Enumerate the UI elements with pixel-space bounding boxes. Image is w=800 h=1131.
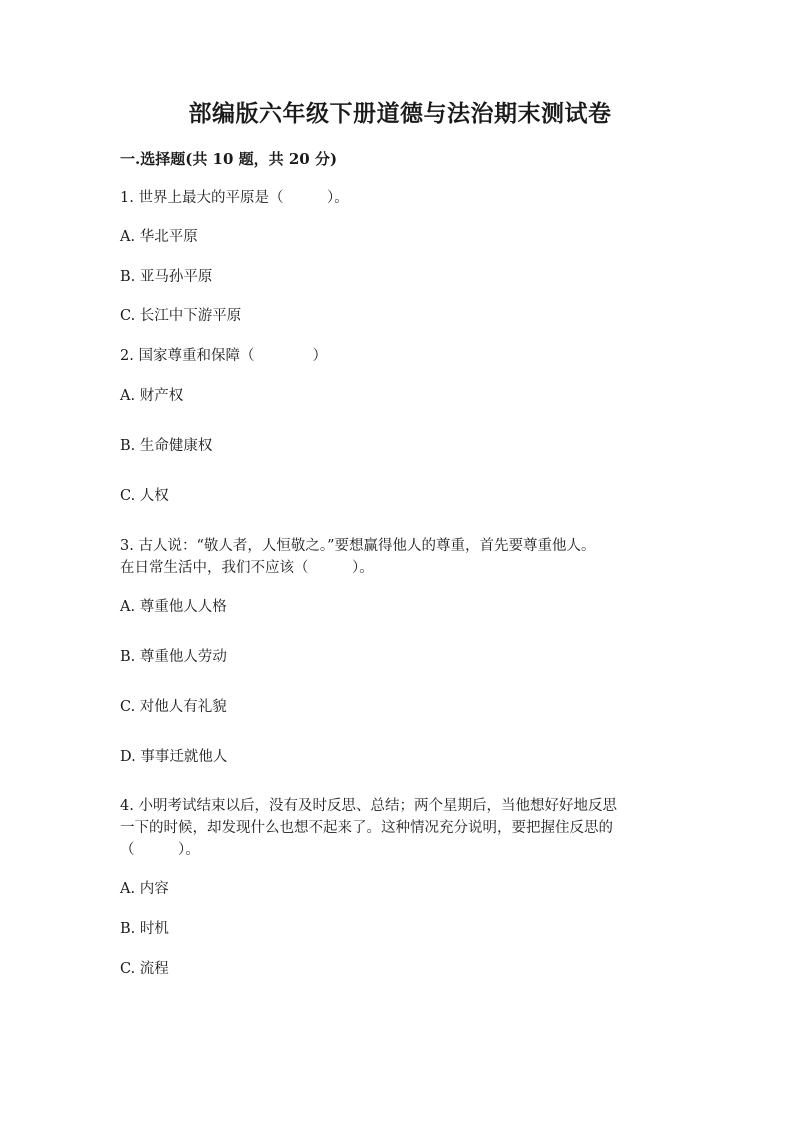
question-3-option-b: B. 尊重他人劳动 xyxy=(120,649,227,665)
question-3-option-d: D. 事事迁就他人 xyxy=(120,749,228,765)
question-1-option-a: A. 华北平原 xyxy=(120,229,198,245)
question-4-stem-line: 4. 小明考试结束以后，没有及时反思、总结；两个星期后，当他想好好地反思 xyxy=(120,798,617,814)
question-1-option-b: B. 亚马孙平原 xyxy=(120,269,213,285)
section-heading: 一.选择题(共 10 题，共 20 分) xyxy=(120,150,338,168)
question-3-option-a: A. 尊重他人人格 xyxy=(120,599,227,615)
question-4-option-a: A. 内容 xyxy=(120,881,169,897)
question-3-stem xyxy=(120,535,596,579)
question-2-option-a: A. 财产权 xyxy=(120,388,184,404)
question-2-stem: 2. 国家尊重和保障（ ） xyxy=(120,348,327,364)
page-title: 部编版六年级下册道德与法治期末测试卷 xyxy=(188,100,612,127)
question-1-stem: 1. 世界上最大的平原是（ ）。 xyxy=(120,190,349,206)
question-4-option-b: B. 时机 xyxy=(120,921,169,937)
question-3-stem-line: 3. 古人说：“敬人者，人恒敬之。”要想赢得他人的尊重，首先要尊重他人。 xyxy=(120,538,596,554)
question-4-option-c: C. 流程 xyxy=(120,961,169,977)
question-3-stem-line: 在日常生活中，我们不应该（ ）。 xyxy=(120,560,374,576)
question-2-option-c: C. 人权 xyxy=(120,488,169,504)
question-1-option-c: C. 长江中下游平原 xyxy=(120,308,242,324)
question-4-stem-line: （ ）。 xyxy=(120,842,200,858)
question-4-stem xyxy=(120,795,617,861)
question-2-option-b: B. 生命健康权 xyxy=(120,438,213,454)
question-4-stem-line: 一下的时候，却发现什么也想不起来了。这种情况充分说明，要把握住反思的 xyxy=(120,820,613,836)
question-3-option-c: C. 对他人有礼貌 xyxy=(120,699,227,715)
